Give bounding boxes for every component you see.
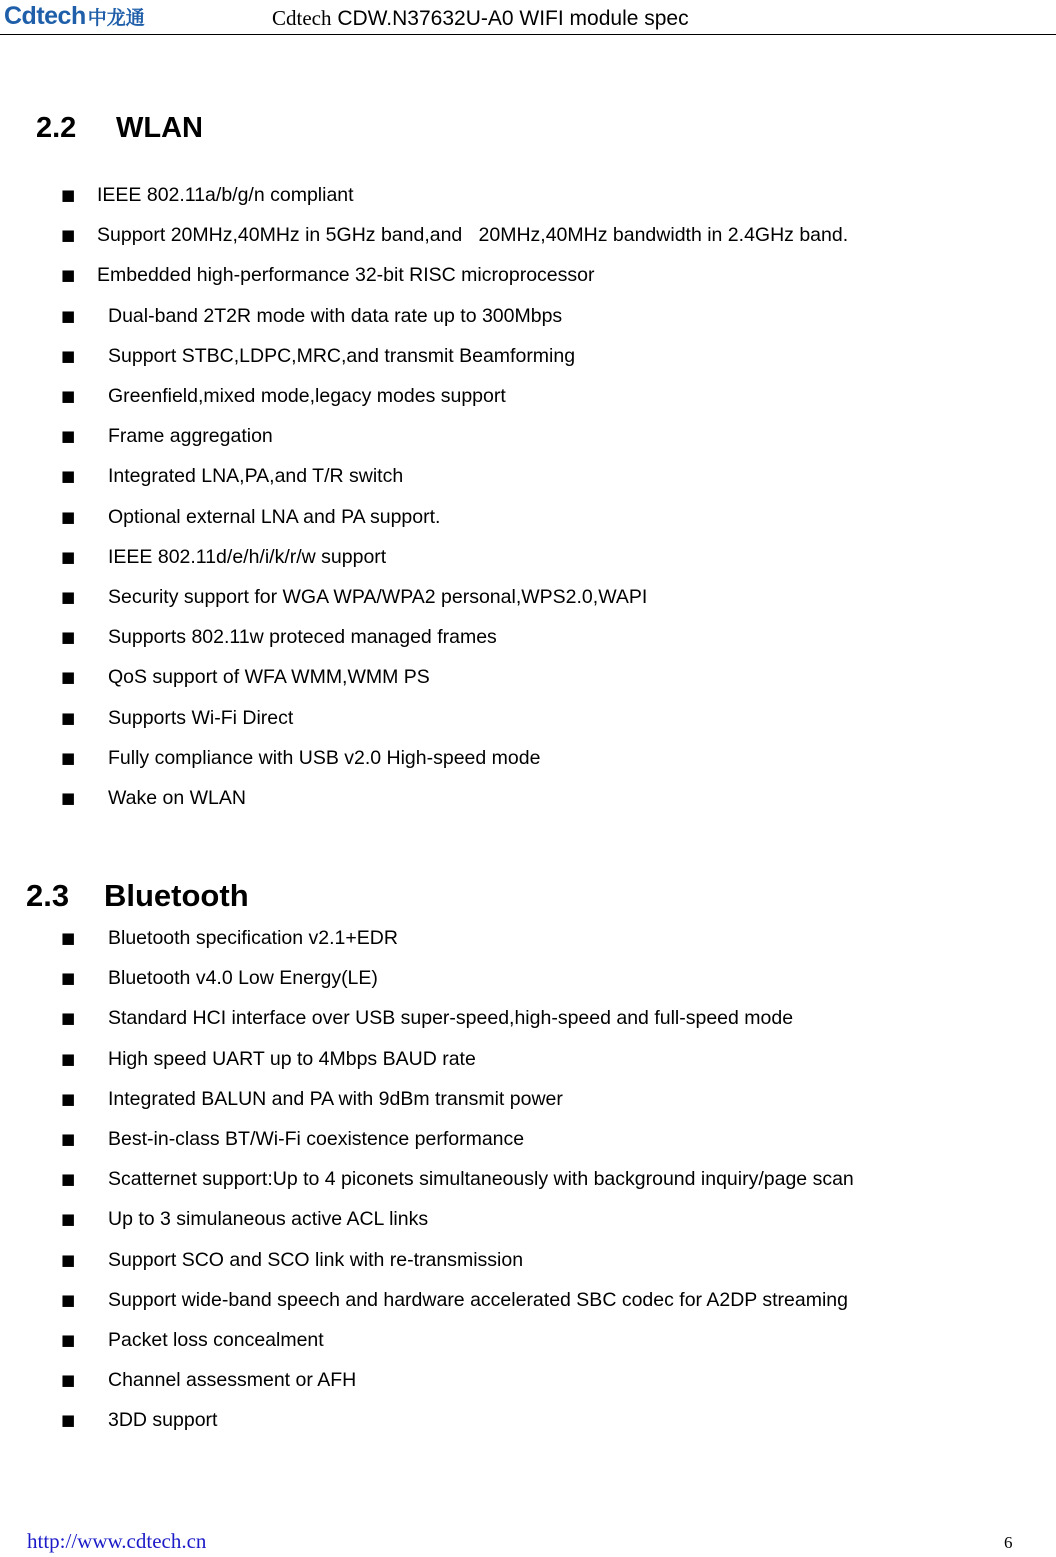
list-item-text: Scatternet support:Up to 4 piconets simultaneously with background inquiry/page scan bbox=[108, 1168, 854, 1191]
list-item-text: Support STBC,LDPC,MRC,and transmit Beamforming bbox=[108, 344, 576, 367]
bullet-square-icon: ■ bbox=[61, 708, 76, 727]
list-item-text: Integrated LNA,PA,and T/R switch bbox=[108, 465, 404, 488]
list-item-text: IEEE 802.11a/b/g/n compliant bbox=[97, 184, 354, 206]
document-title-brand: Cdtech bbox=[272, 6, 332, 30]
list-item-text: High speed UART up to 4Mbps BAUD rate bbox=[108, 1047, 476, 1070]
section-title: WLAN bbox=[116, 112, 203, 144]
bullet-square-icon: ■ bbox=[61, 186, 76, 204]
section-title: Bluetooth bbox=[104, 878, 249, 913]
list-item-text: Supports Wi-Fi Direct bbox=[108, 706, 294, 729]
section-number: 2.2 bbox=[36, 112, 77, 144]
document-title-rest: CDW.N37632U-A0 WIFI module spec bbox=[331, 7, 689, 30]
list-item-text: Integrated BALUN and PA with 9dBm transmit power bbox=[108, 1087, 563, 1110]
list-item-text: Support SCO and SCO link with re-transmission bbox=[108, 1248, 524, 1271]
section-heading-bluetooth bbox=[26, 878, 249, 914]
page-number: 6 bbox=[1004, 1533, 1013, 1552]
list-item-text: Embedded high-performance 32-bit RISC microprocessor bbox=[97, 264, 595, 287]
list-item-text: Up to 3 simulaneous active ACL links bbox=[108, 1208, 429, 1231]
list-item-text: Wake on WLAN bbox=[108, 787, 246, 809]
bullet-square-icon: ■ bbox=[61, 969, 76, 988]
bullet-square-icon: ■ bbox=[61, 306, 76, 325]
bullet-square-icon: ■ bbox=[61, 427, 76, 446]
list-item-text: Support 20MHz,40MHz in 5GHz band,and 20MHz,40MHz bandwidth in 2.4GHz band. bbox=[97, 224, 849, 247]
document-title bbox=[272, 6, 689, 31]
bullet-square-icon: ■ bbox=[61, 1371, 76, 1390]
bullet-square-icon: ■ bbox=[61, 387, 76, 405]
bullet-square-icon: ■ bbox=[61, 1250, 76, 1269]
bullet-square-icon: ■ bbox=[61, 1290, 76, 1309]
bullet-square-icon: ■ bbox=[61, 628, 76, 647]
bullet-square-icon: ■ bbox=[61, 789, 76, 807]
bullet-square-icon: ■ bbox=[61, 1331, 76, 1349]
company-logo bbox=[4, 2, 145, 30]
bullet-square-icon: ■ bbox=[61, 1009, 76, 1028]
section-heading-wlan bbox=[36, 112, 203, 145]
bullet-square-icon: ■ bbox=[61, 547, 76, 566]
bullet-square-icon: ■ bbox=[61, 346, 76, 365]
bullet-square-icon: ■ bbox=[61, 1089, 76, 1108]
page-header bbox=[0, 0, 1056, 35]
list-item-text: Support wide-band speech and hardware accelerated SBC codec for A2DP streaming bbox=[108, 1288, 848, 1311]
list-item-text: Packet loss concealment bbox=[108, 1329, 324, 1351]
list-item-text: Security support for WGA WPA/WPA2 personal,WPS2.0,WAPI bbox=[108, 586, 648, 608]
list-item-text: Best-in-class BT/Wi-Fi coexistence performance bbox=[108, 1128, 525, 1150]
logo-latin-text: Cdtech bbox=[4, 1, 86, 30]
list-item-text: Channel assessment or AFH bbox=[108, 1369, 357, 1392]
bullet-square-icon: ■ bbox=[61, 668, 76, 687]
bullet-square-icon: ■ bbox=[61, 226, 76, 245]
list-item-text: Standard HCI interface over USB super-speed,high-speed and full-speed mode bbox=[108, 1007, 794, 1030]
footer-website-link[interactable]: http://www.cdtech.cn bbox=[27, 1529, 207, 1553]
list-item-text: Optional external LNA and PA support. bbox=[108, 505, 441, 528]
list-item-text: IEEE 802.11d/e/h/i/k/r/w support bbox=[108, 545, 387, 568]
bullet-square-icon: ■ bbox=[61, 748, 76, 767]
list-item-text: Greenfield,mixed mode,legacy modes support bbox=[108, 385, 506, 407]
bullet-square-icon: ■ bbox=[61, 1130, 76, 1148]
bullet-square-icon: ■ bbox=[61, 588, 76, 606]
list-item-text: QoS support of WFA WMM,WMM PS bbox=[108, 666, 430, 689]
list-item-text: Supports 802.11w proteced managed frames bbox=[108, 626, 497, 649]
section-number: 2.3 bbox=[26, 878, 70, 913]
list-item-text: Dual-band 2T2R mode with data rate up to 300Mbps bbox=[108, 304, 563, 327]
bullet-square-icon: ■ bbox=[61, 1049, 76, 1068]
list-item-text: 3DD support bbox=[108, 1409, 218, 1432]
bullet-square-icon: ■ bbox=[61, 1411, 76, 1430]
bullet-square-icon: ■ bbox=[61, 929, 76, 947]
bullet-square-icon: ■ bbox=[61, 507, 76, 526]
bullet-square-icon: ■ bbox=[61, 1210, 76, 1229]
list-item-text: Fully compliance with USB v2.0 High-speed mode bbox=[108, 746, 541, 769]
list-item-text: Bluetooth specification v2.1+EDR bbox=[108, 927, 398, 949]
logo-cjk-text: 中龙通 bbox=[87, 6, 145, 29]
bullet-square-icon: ■ bbox=[61, 266, 76, 285]
list-item-text: Bluetooth v4.0 Low Energy(LE) bbox=[108, 967, 378, 990]
bullet-square-icon: ■ bbox=[61, 467, 76, 486]
list-item-text: Frame aggregation bbox=[108, 425, 273, 448]
bullet-square-icon: ■ bbox=[61, 1170, 76, 1189]
